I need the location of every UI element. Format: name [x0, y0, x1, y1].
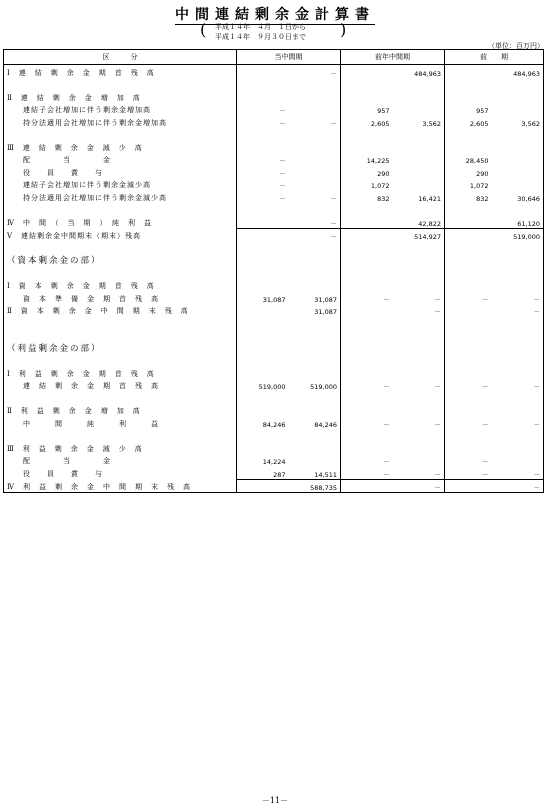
header-item: 区 分	[4, 50, 237, 65]
value-cell: －	[482, 420, 489, 429]
value-cell	[445, 341, 492, 354]
value-cell	[393, 153, 445, 166]
value-cell	[445, 254, 492, 267]
table-row	[4, 454, 544, 467]
value-cell	[237, 203, 289, 216]
value-cell	[492, 441, 544, 454]
value-cell	[237, 479, 289, 493]
value-cell	[237, 140, 289, 153]
period-from: 平成１４年 ４月 １日から	[215, 23, 306, 31]
value-cell	[289, 241, 341, 254]
value-cell	[492, 254, 544, 267]
table-row	[4, 366, 544, 379]
value-cell	[445, 354, 492, 367]
row-label: （資本剰余金の部）	[4, 254, 237, 267]
header-fy: 前 期	[445, 50, 544, 65]
value-cell	[341, 228, 393, 241]
value-cell: 514,927	[393, 228, 445, 241]
value-cell: 519,000	[289, 379, 341, 392]
value-cell	[341, 304, 393, 317]
unit-label: （単位：百万円）	[488, 42, 544, 50]
value-cell	[237, 304, 289, 317]
value-cell	[237, 366, 289, 379]
row-label: 役 員 賞 与	[4, 165, 237, 178]
table-row	[4, 279, 544, 292]
table-row	[4, 416, 544, 429]
value-cell	[237, 254, 289, 267]
value-cell	[492, 128, 544, 141]
value-cell	[393, 266, 445, 279]
table-row	[4, 266, 544, 279]
value-cell: －	[482, 458, 489, 466]
value-cell: －	[482, 295, 489, 304]
value-cell: －	[393, 379, 445, 392]
value-cell	[237, 316, 289, 329]
value-cell: 1,072	[469, 182, 489, 190]
table-row	[4, 341, 544, 354]
value-cell: 31,087	[289, 291, 341, 304]
value-cell: 957	[476, 107, 489, 115]
row-label: Ⅰ 資 本 剰 余 金 期 首 残 高	[4, 279, 237, 292]
value-cell	[393, 354, 445, 367]
value-cell	[393, 203, 445, 216]
value-cell	[289, 366, 341, 379]
value-cell	[445, 316, 492, 329]
page-number: －11－	[261, 796, 289, 805]
value-cell: －	[492, 479, 544, 493]
value-cell	[393, 279, 445, 292]
value-cell: －	[383, 295, 390, 304]
value-cell: 3,562	[393, 115, 445, 128]
value-cell	[393, 404, 445, 417]
value-cell: －	[383, 470, 390, 479]
value-cell	[289, 454, 341, 467]
value-cell	[289, 279, 341, 292]
row-label	[4, 203, 237, 216]
value-cell	[445, 429, 492, 442]
value-cell: －	[289, 228, 341, 241]
row-label: Ⅳ 中 間 （ 当 期 ） 純 利 益	[4, 215, 237, 228]
value-cell	[289, 140, 341, 153]
table-row	[4, 190, 544, 203]
row-label: Ⅰ 連 結 剰 余 金 期 首 残 高	[4, 65, 237, 78]
value-cell	[492, 140, 544, 153]
value-cell	[289, 266, 341, 279]
value-cell	[237, 354, 289, 367]
value-cell	[492, 454, 544, 467]
value-cell	[492, 329, 544, 342]
value-cell	[237, 78, 289, 91]
value-cell	[492, 279, 544, 292]
table-row	[4, 65, 544, 78]
value-cell: 14,224	[262, 458, 286, 466]
table-row	[4, 316, 544, 329]
value-cell	[445, 241, 492, 254]
value-cell	[492, 203, 544, 216]
table-row	[4, 254, 544, 267]
value-cell	[492, 341, 544, 354]
table-row	[4, 329, 544, 342]
statement-table	[3, 49, 544, 493]
value-cell: －	[492, 416, 544, 429]
value-cell	[237, 441, 289, 454]
value-cell: 2,605	[370, 119, 390, 128]
table-row	[4, 228, 544, 241]
value-cell	[341, 254, 393, 267]
value-cell	[289, 178, 341, 191]
value-cell	[393, 441, 445, 454]
value-cell	[289, 128, 341, 141]
table-row	[4, 165, 544, 178]
value-cell	[341, 329, 393, 342]
value-cell: 28,450	[465, 157, 489, 165]
value-cell: －	[393, 479, 445, 493]
value-cell	[289, 254, 341, 267]
value-cell: －	[279, 182, 286, 190]
row-label: 連 結 剰 余 金 期 首 残 高	[4, 379, 237, 392]
table-row	[4, 140, 544, 153]
value-cell	[341, 65, 393, 78]
table-row	[4, 241, 544, 254]
value-cell	[237, 90, 289, 103]
value-cell: 832	[377, 194, 390, 203]
value-cell	[445, 203, 492, 216]
row-label: Ⅱ 資 本 剰 余 金 中 間 期 末 残 高	[4, 304, 237, 317]
value-cell	[341, 279, 393, 292]
row-label	[4, 266, 237, 279]
value-cell	[445, 128, 492, 141]
value-cell: 31,087	[262, 295, 286, 304]
row-label: 中 間 純 利 益	[4, 416, 237, 429]
value-cell	[393, 103, 445, 116]
value-cell	[237, 341, 289, 354]
value-cell	[289, 354, 341, 367]
value-cell: －	[393, 304, 445, 317]
row-label: 持分法適用会社増加に伴う剰余金増加高	[4, 115, 237, 128]
header-current: 当中間期	[237, 50, 341, 65]
value-cell	[492, 78, 544, 91]
value-cell	[393, 366, 445, 379]
value-cell	[445, 90, 492, 103]
value-cell	[492, 165, 544, 178]
value-cell	[289, 103, 341, 116]
value-cell	[393, 165, 445, 178]
table-row	[4, 115, 544, 128]
table-row	[4, 391, 544, 404]
row-label: （利益剰余金の部）	[4, 341, 237, 354]
value-cell: 1,072	[370, 182, 390, 190]
row-label	[4, 241, 237, 254]
value-cell	[341, 203, 393, 216]
value-cell	[393, 140, 445, 153]
value-cell	[289, 341, 341, 354]
value-cell	[341, 441, 393, 454]
value-cell	[289, 429, 341, 442]
value-cell: 30,646	[492, 190, 544, 203]
value-cell	[445, 366, 492, 379]
value-cell	[341, 354, 393, 367]
row-label: 持分法適用会社増加に伴う剰余金減少高	[4, 190, 237, 203]
row-label	[4, 329, 237, 342]
value-cell	[237, 241, 289, 254]
row-label	[4, 429, 237, 442]
value-cell	[492, 241, 544, 254]
table-row	[4, 354, 544, 367]
table-row	[4, 379, 544, 392]
value-cell: 84,246	[289, 416, 341, 429]
row-label: 連結子会社増加に伴う剰余金減少高	[4, 178, 237, 191]
row-label: 資 本 準 備 金 期 首 残 高	[4, 291, 237, 304]
row-label: Ⅰ 利 益 剰 余 金 期 首 残 高	[4, 366, 237, 379]
value-cell	[445, 78, 492, 91]
value-cell	[393, 316, 445, 329]
value-cell	[393, 90, 445, 103]
table-row	[4, 203, 544, 216]
row-label: Ⅱ 利 益 剰 余 金 増 加 高	[4, 404, 237, 417]
value-cell	[492, 366, 544, 379]
value-cell: －	[482, 383, 489, 391]
value-cell: －	[279, 107, 286, 115]
value-cell	[237, 391, 289, 404]
value-cell	[289, 153, 341, 166]
value-cell	[393, 329, 445, 342]
table-row	[4, 103, 544, 116]
value-cell	[492, 354, 544, 367]
table-row	[4, 304, 544, 317]
table-row	[4, 78, 544, 91]
row-label: Ⅳ 利 益 剰 余 金 中 間 期 末 残 高	[4, 479, 237, 493]
value-cell: －	[492, 291, 544, 304]
value-cell	[445, 391, 492, 404]
value-cell: 84,246	[262, 420, 286, 429]
row-label	[4, 354, 237, 367]
value-cell	[445, 329, 492, 342]
header-row	[4, 50, 544, 65]
value-cell: －	[492, 379, 544, 392]
row-label: 連結子会社増加に伴う剰余金増加高	[4, 103, 237, 116]
value-cell	[341, 429, 393, 442]
value-cell: 16,421	[393, 190, 445, 203]
value-cell: 519,000	[492, 228, 544, 241]
value-cell: 832	[476, 194, 489, 203]
value-cell: 484,963	[393, 65, 445, 78]
value-cell	[492, 316, 544, 329]
value-cell	[341, 366, 393, 379]
value-cell: －	[289, 65, 341, 78]
value-cell	[445, 215, 492, 228]
table-row	[4, 441, 544, 454]
value-cell	[393, 128, 445, 141]
value-cell	[289, 165, 341, 178]
value-cell: －	[279, 119, 286, 128]
value-cell	[445, 266, 492, 279]
value-cell	[492, 404, 544, 417]
row-label	[4, 316, 237, 329]
row-label: Ⅲ 利 益 剰 余 金 減 少 高	[4, 441, 237, 454]
value-cell	[492, 391, 544, 404]
value-cell	[289, 441, 341, 454]
table-row	[4, 404, 544, 417]
value-cell	[393, 254, 445, 267]
period	[215, 22, 306, 42]
value-cell: －	[279, 194, 286, 203]
row-label	[4, 78, 237, 91]
value-cell	[237, 279, 289, 292]
row-label: 役 員 賞 与	[4, 466, 237, 479]
table-row	[4, 429, 544, 442]
paren-close: )	[340, 20, 347, 39]
table-row	[4, 291, 544, 304]
value-cell	[237, 266, 289, 279]
period-to: 平成１４年 ９月３０日まで	[215, 33, 306, 41]
value-cell: －	[279, 157, 286, 165]
value-cell: －	[279, 169, 286, 178]
value-cell: －	[383, 420, 390, 429]
value-cell: 31,087	[289, 304, 341, 317]
value-cell: －	[393, 291, 445, 304]
value-cell	[341, 341, 393, 354]
value-cell	[492, 266, 544, 279]
value-cell	[341, 215, 393, 228]
value-cell	[393, 454, 445, 467]
value-cell	[237, 404, 289, 417]
value-cell: －	[289, 115, 341, 128]
value-cell: 290	[377, 169, 390, 178]
row-label: 配 当 金	[4, 454, 237, 467]
value-cell	[289, 78, 341, 91]
value-cell	[341, 78, 393, 91]
row-label: Ⅱ 連 結 剰 余 金 増 加 高	[4, 90, 237, 103]
value-cell	[445, 65, 492, 78]
value-cell	[237, 128, 289, 141]
value-cell	[445, 140, 492, 153]
value-cell	[341, 128, 393, 141]
value-cell	[445, 479, 492, 493]
value-cell	[492, 90, 544, 103]
value-cell: －	[492, 466, 544, 479]
value-cell	[341, 266, 393, 279]
value-cell	[393, 429, 445, 442]
value-cell	[289, 90, 341, 103]
row-label: 配 当 金	[4, 153, 237, 166]
value-cell	[289, 203, 341, 216]
row-label	[4, 128, 237, 141]
value-cell: 484,963	[492, 65, 544, 78]
value-cell: 290	[476, 169, 489, 178]
table-row	[4, 128, 544, 141]
value-cell	[341, 241, 393, 254]
table-row	[4, 153, 544, 166]
value-cell: 588,735	[289, 479, 341, 493]
value-cell	[289, 391, 341, 404]
value-cell	[445, 228, 492, 241]
row-label: Ⅴ 連結剰余金中間期末（期末）残高	[4, 228, 237, 241]
value-cell	[237, 228, 289, 241]
value-cell	[492, 429, 544, 442]
table-row	[4, 178, 544, 191]
value-cell	[492, 153, 544, 166]
value-cell	[445, 304, 492, 317]
table-row	[4, 90, 544, 103]
table-row	[4, 479, 544, 493]
value-cell	[289, 316, 341, 329]
value-cell	[341, 140, 393, 153]
value-cell	[393, 78, 445, 91]
value-cell	[237, 329, 289, 342]
row-label	[4, 391, 237, 404]
value-cell	[492, 178, 544, 191]
value-cell	[393, 391, 445, 404]
value-cell: －	[383, 458, 390, 466]
value-cell	[445, 441, 492, 454]
value-cell: －	[383, 383, 390, 391]
value-cell: －	[393, 466, 445, 479]
statement-title: 中間連結剰余金計算書	[175, 7, 375, 23]
value-cell: 519,000	[258, 383, 286, 391]
value-cell	[289, 404, 341, 417]
value-cell	[393, 241, 445, 254]
value-cell	[341, 316, 393, 329]
value-cell: －	[289, 215, 341, 228]
value-cell	[237, 429, 289, 442]
header-prior: 前年中間期	[341, 50, 445, 65]
value-cell	[445, 404, 492, 417]
value-cell: 287	[273, 470, 286, 479]
value-cell: 2,605	[469, 119, 489, 128]
value-cell: －	[492, 304, 544, 317]
value-cell	[445, 279, 492, 292]
value-cell: 3,562	[492, 115, 544, 128]
value-cell: 14,225	[366, 157, 390, 165]
value-cell	[393, 341, 445, 354]
value-cell	[492, 103, 544, 116]
value-cell: 61,120	[492, 215, 544, 228]
value-cell	[237, 215, 289, 228]
value-cell	[341, 391, 393, 404]
statement-body	[4, 65, 544, 493]
value-cell	[341, 404, 393, 417]
value-cell: 957	[377, 107, 390, 115]
row-label: Ⅲ 連 結 剰 余 金 減 少 高	[4, 140, 237, 153]
table-row	[4, 466, 544, 479]
value-cell	[393, 178, 445, 191]
value-cell: －	[393, 416, 445, 429]
value-cell: －	[289, 190, 341, 203]
value-cell	[341, 90, 393, 103]
value-cell	[341, 479, 393, 493]
value-cell: 42,822	[393, 215, 445, 228]
value-cell: 14,511	[289, 466, 341, 479]
value-cell	[237, 65, 289, 78]
paren-open: (	[200, 20, 207, 39]
value-cell: －	[482, 470, 489, 479]
table-row	[4, 215, 544, 228]
value-cell	[289, 329, 341, 342]
